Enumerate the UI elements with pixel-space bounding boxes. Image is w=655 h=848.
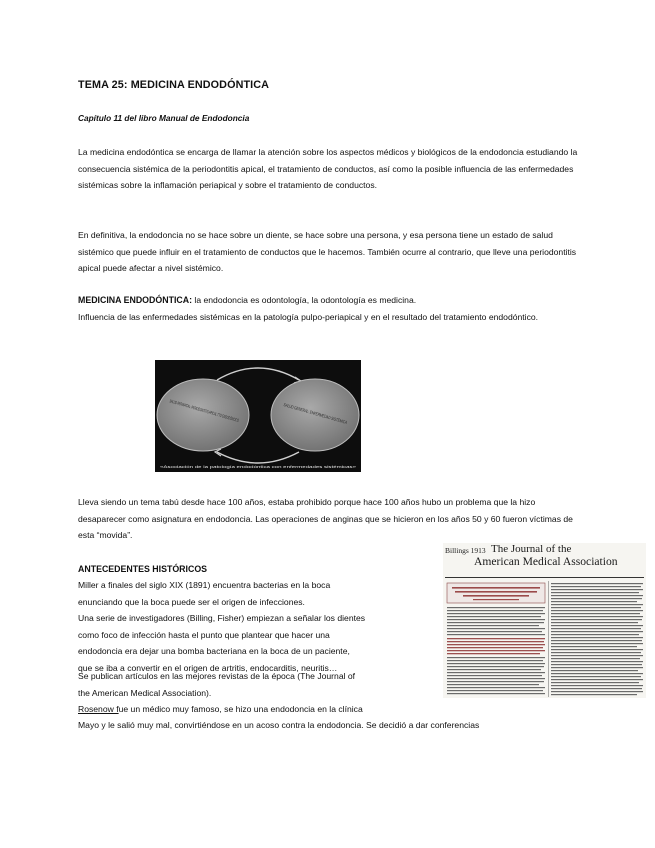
medicina-endodontica-text: la endodoncia es odontología, la odontología es medicina.: [192, 295, 417, 305]
journal-clipping-image: [443, 543, 646, 698]
section-heading-history: ANTECEDENTES HISTÓRICOS: [78, 564, 208, 574]
history-line: enunciando que la boca puede ser el origen de infecciones.: [78, 596, 305, 607]
history-block: [78, 577, 438, 676]
left-ellipse: [157, 379, 305, 451]
final-line: Mayo y le salió muy mal, convirtiéndose en un acoso contra la endodoncia. Se decidió a dar conferencias: [78, 720, 480, 730]
bottom-arrow-arc: [217, 452, 299, 463]
publish-line: Se publican artículos en las mejores revistas de la época (The Journal of: [78, 671, 356, 681]
history-line: como foco de infección hasta el punto que plantear que hacer una: [78, 629, 330, 640]
journal-rule: [445, 577, 644, 578]
journal-billings-note: Billings 1913: [445, 546, 486, 555]
diagram-graphic: [155, 360, 376, 472]
paragraph-taboo: Lleva siendo un tema tabú desde hace 100 años, estaba prohibido porque hace 100 años hubo un problema que la hizo desaparecer como asignatura en endodoncia. Las operaciones de anginas que se hicieron en los años 50 y 60 fueron víctimas de esta “movida”.: [78, 497, 573, 540]
history-line: Miller a finales del siglo XIX (1891) encuentra bacterias en la boca: [78, 580, 331, 590]
publish-block: [78, 668, 438, 718]
medicina-endodontica-heading: MEDICINA ENDODÓNTICA:: [78, 295, 193, 305]
left-ellipse-label: SALUD PERIAPICAL: PERIODONTITIS APICAL TTO ENDODÓNCICO: [168, 398, 305, 442]
left-column-highlight: [447, 638, 545, 654]
top-arrow-arc: [217, 368, 299, 380]
history-line: Una serie de investigadores (Billing, Fisher) empiezan a señalar los dientes: [78, 613, 366, 623]
diagram-caption: «Asociación de la patología endodóntica con enfermedades sistémicas»: [160, 464, 358, 469]
history-line: que se iba a convertir en el origen de artritis, endocarditis, neuritis…: [78, 662, 338, 673]
rosenow-line: [78, 701, 438, 718]
right-ellipse-label: SALUD GENERAL: ENFERMEDAD SISTÉMICA: [283, 402, 376, 434]
rosenow-name: Rosenow f: [78, 704, 119, 714]
chapter-subtitle: Capítulo 11 del libro Manual de Endodoncia: [78, 113, 250, 123]
endodontic-systemic-diagram: [155, 360, 376, 472]
paragraph-medicina-endodontica: [78, 292, 578, 325]
journal-title-line1: The Journal of the: [491, 543, 572, 555]
left-column-lines: [447, 607, 545, 635]
journal-masthead: [443, 543, 646, 573]
journal-title-line2: American Medical Association: [474, 555, 618, 568]
paragraph-intro: La medicina endodóntica se encarga de llamar la atención sobre los aspectos médicos y biológicos de la endodoncia estudiando la consecuencia sistémica de la periodontitis apical, el tratamiento de conductos, así como la posible influencia de las enfermedades sistémicas sobre la inflamación periapical y sobre el tratamiento de conductos.: [78, 147, 578, 190]
right-column-lines: [551, 583, 643, 695]
influence-text: Influencia de las enfermedades sistémicas en la patología pulpo-periapical y en el resultado del tratamiento endodóntico.: [78, 311, 539, 322]
paragraph-definition: En definitiva, la endodoncia no se hace sobre un diente, se hace sobre una persona, y esa persona tiene un estado de salud sistémico que puede influir en el tratamiento de conductos que le hacemos. También ocurre al contrario, que lleve una periodontitis apical puede afectar a nivel sistémico.: [78, 230, 577, 273]
history-line: endodoncia era dejar una bomba bacteriana en la boca de un paciente,: [78, 646, 350, 656]
publish-line: the American Medical Association).: [78, 687, 212, 698]
page-title: TEMA 25: MEDICINA ENDODÓNTICA: [78, 79, 270, 91]
rosenow-text: ue un médico muy famoso, se hizo una endodoncia en la clínica: [118, 704, 363, 714]
journal-text-columns: [443, 579, 646, 698]
